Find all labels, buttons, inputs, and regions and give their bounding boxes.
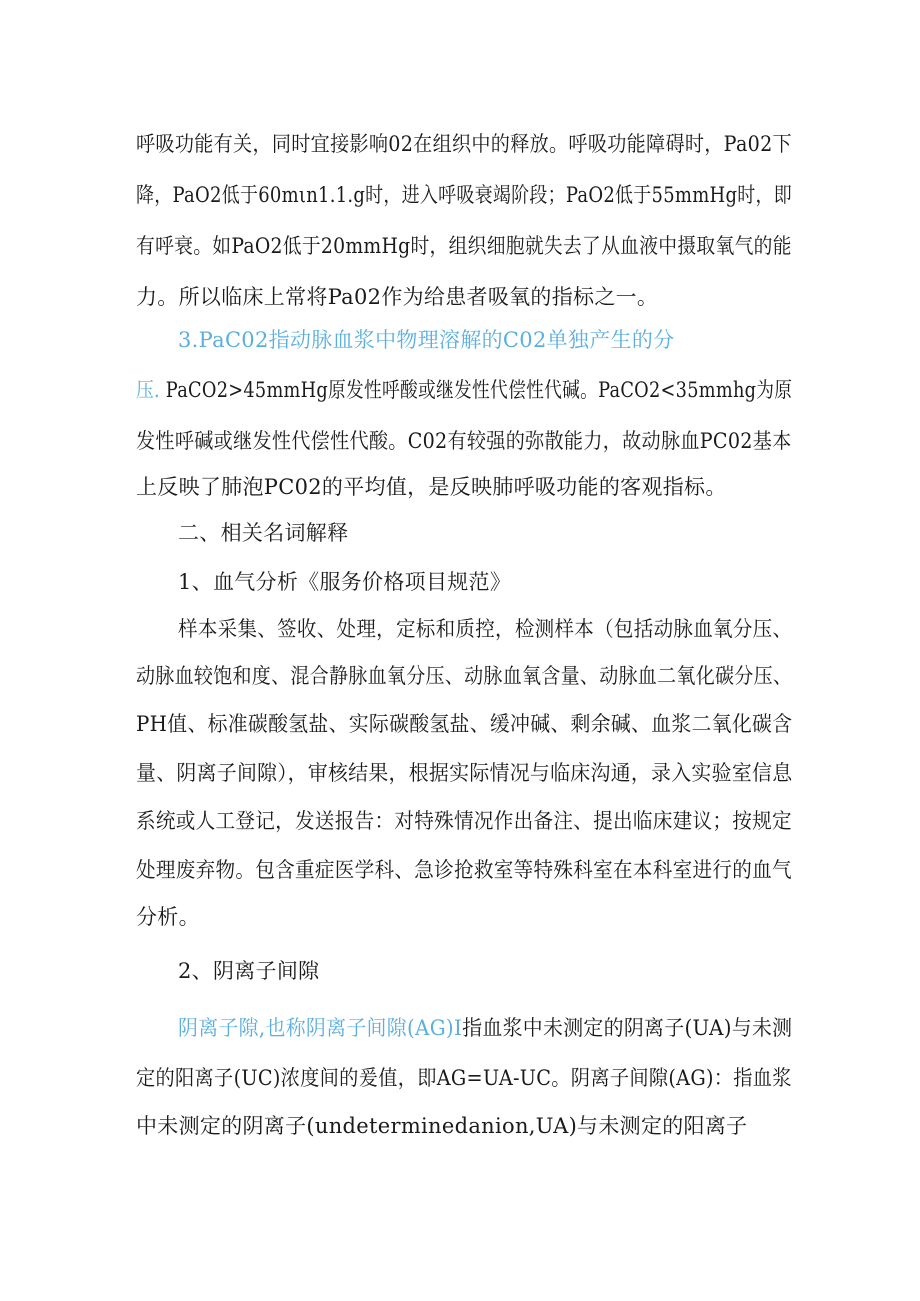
paragraph-line: 上反映了肺泡PC02的平均值，是反映肺呼吸功能的客观指标。: [136, 475, 727, 499]
paragraph-line: 分析。: [136, 905, 200, 929]
item-title-blood-gas: 1、血气分析《服务价格项目规范》: [178, 570, 512, 594]
paragraph-line: 力。所以临床上常将Pa02作为给患者吸氧的指标之一。: [136, 285, 659, 309]
paragraph-line: [178, 1013, 792, 1043]
paragraph-text: 指血浆中未测定的阴离子(UA)与未测: [462, 1016, 793, 1040]
paragraph-line: 有呼衰。如PaO2低于20mmHg时，组织细胞就失去了从血液中摄取氧气的能: [136, 234, 792, 258]
section-title: 二、相关名词解释: [178, 521, 349, 545]
anion-gap-lead: 阴离子隙,也称阴离子间隙(AG)I: [178, 1016, 463, 1040]
paragraph-line: 呼吸功能有关，同时宜接影响02在组织中的释放。呼吸功能障碍时，Pa02下: [136, 132, 792, 156]
paragraph-line: 处理废弃物。包含重症医学科、急诊抢救室等特殊科室在本科室进行的血气: [136, 858, 792, 882]
paragraph-line: 发性呼碱或继发性代偿性代酸。C02有较强的弥散能力，故动脉血PC02基本: [136, 429, 792, 453]
heading-continuation: 压.: [136, 378, 160, 402]
paragraph-line: 量、阴离子间隙），审核结果，根据实际情况与临床沟通，录入实验室信息: [136, 761, 793, 785]
item-title-anion-gap: 2、阴离子间隙: [178, 959, 320, 983]
paragraph-line: 降，PaO2低于60mιn1.1.g时，进入呼吸衰竭阶段；PaO2低于55mmHg时，即: [136, 183, 792, 207]
paragraph-line: PH值、标准碳酸氢盐、实际碳酸氢盐、缓冲碱、剩余碱、血浆二氧化碳含: [136, 712, 793, 736]
paragraph-line: 动脉血较饱和度、混合静脉血氧分压、动脉血氧含量、动脉血二氧化碳分压、: [136, 664, 793, 688]
section-heading-paco2: 3.PaC02指动脉血浆中物理溶解的C02单独产生的分: [178, 328, 675, 352]
paragraph-line: 定的阳离子(UC)浓度间的爰值，即AG=UA-UC。阴离子间隙(AG)：指血浆: [136, 1066, 792, 1090]
paragraph-line: [136, 375, 792, 405]
paragraph-line: 系统或人工登记，发送报告：对特殊情况作出备注、提出临床建议；按规定: [136, 809, 792, 833]
paragraph-text: PaCO2>45mmHg原发性呼酸或继发性代偿性代碱。PaCO2<35mmhg为原: [159, 378, 793, 402]
paragraph-line: 样本采集、签收、处理，定标和质控，检测样本（包括动脉血氧分压、: [178, 617, 793, 641]
paragraph-line: 中未测定的阴离子(undeterminedanion,UA)与未测定的阳离子: [136, 1114, 748, 1138]
